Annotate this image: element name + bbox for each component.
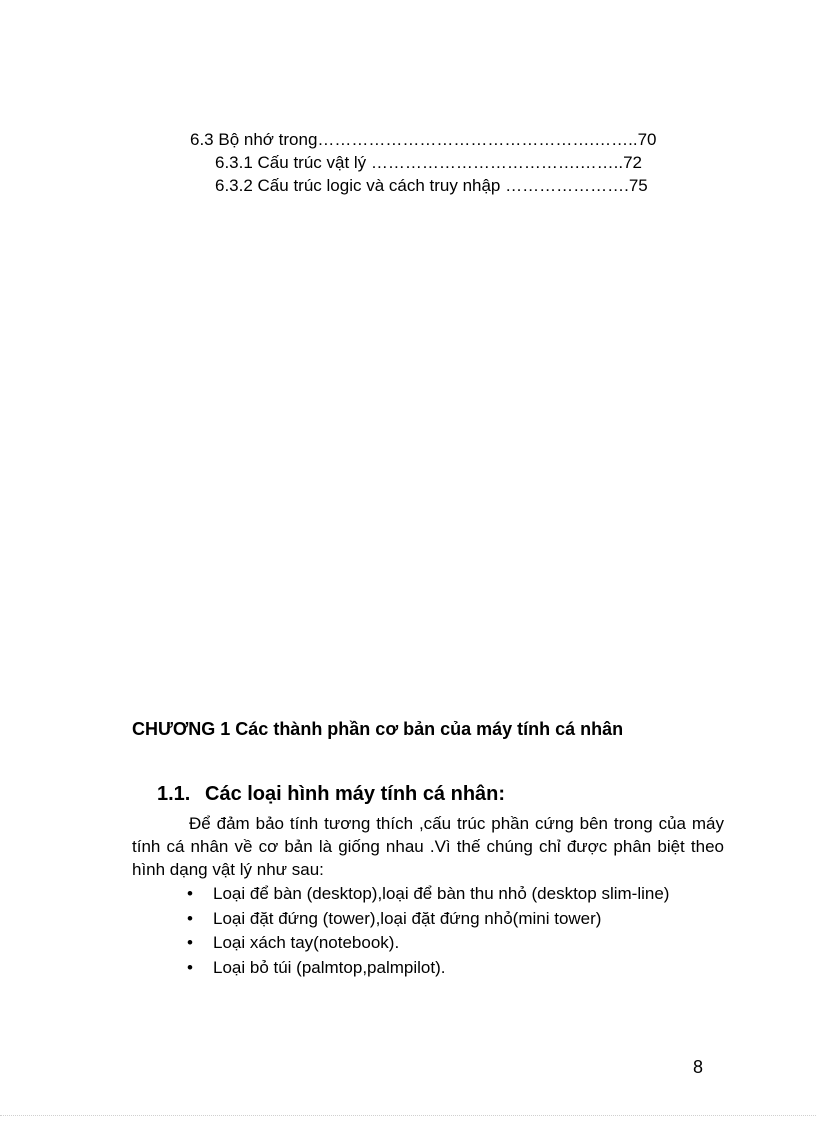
list-item <box>185 882 669 907</box>
paragraph-text: Để đảm bảo tính tương thích ,cấu trúc phần cứng bên trong của máy tính cá nhân về cơ bản là giống nhau .Vì thế chúng chỉ được phân biệt theo hình dạng vật lý như sau: <box>132 814 724 879</box>
toc-entry-6-3-1[interactable]: 6.3.1 Cấu trúc vật lý ……………………………….……..72 <box>215 153 642 172</box>
section-number: 1.1. <box>157 783 191 805</box>
toc-entry-6-3[interactable]: 6.3 Bộ nhớ trong………………………………………….……..70 <box>190 130 657 149</box>
list-item-text: Loại xách tay(notebook). <box>213 933 400 952</box>
page-number: 8 <box>693 1057 704 1077</box>
bullet-icon: • <box>187 884 193 903</box>
toc-entry-6-3-2[interactable]: 6.3.2 Cấu trúc logic và cách truy nhập ………………….75 <box>215 176 648 195</box>
bullet-list <box>185 882 669 980</box>
list-item <box>185 907 669 932</box>
list-item <box>185 956 669 981</box>
bullet-icon: • <box>187 933 193 952</box>
bullet-icon: • <box>187 908 193 928</box>
section-heading <box>157 781 505 807</box>
chapter-heading: CHƯƠNG 1 Các thành phần cơ bản của máy tính cá nhân <box>132 719 624 739</box>
list-item-text: Loại đặt đứng (tower),loại đặt đứng nhỏ(mini tower) <box>213 908 602 928</box>
list-item-text: Loại bỏ túi (palmtop,palmpilot). <box>213 957 446 977</box>
body-paragraph <box>132 812 724 881</box>
bullet-icon: • <box>187 957 193 977</box>
section-title: Các loại hình máy tính cá nhân: <box>205 783 506 805</box>
page-bottom-divider <box>0 1115 816 1116</box>
list-item-text: Loại để bàn (desktop),loại để bàn thu nhỏ (desktop slim-line) <box>213 884 670 903</box>
list-item <box>185 931 669 956</box>
